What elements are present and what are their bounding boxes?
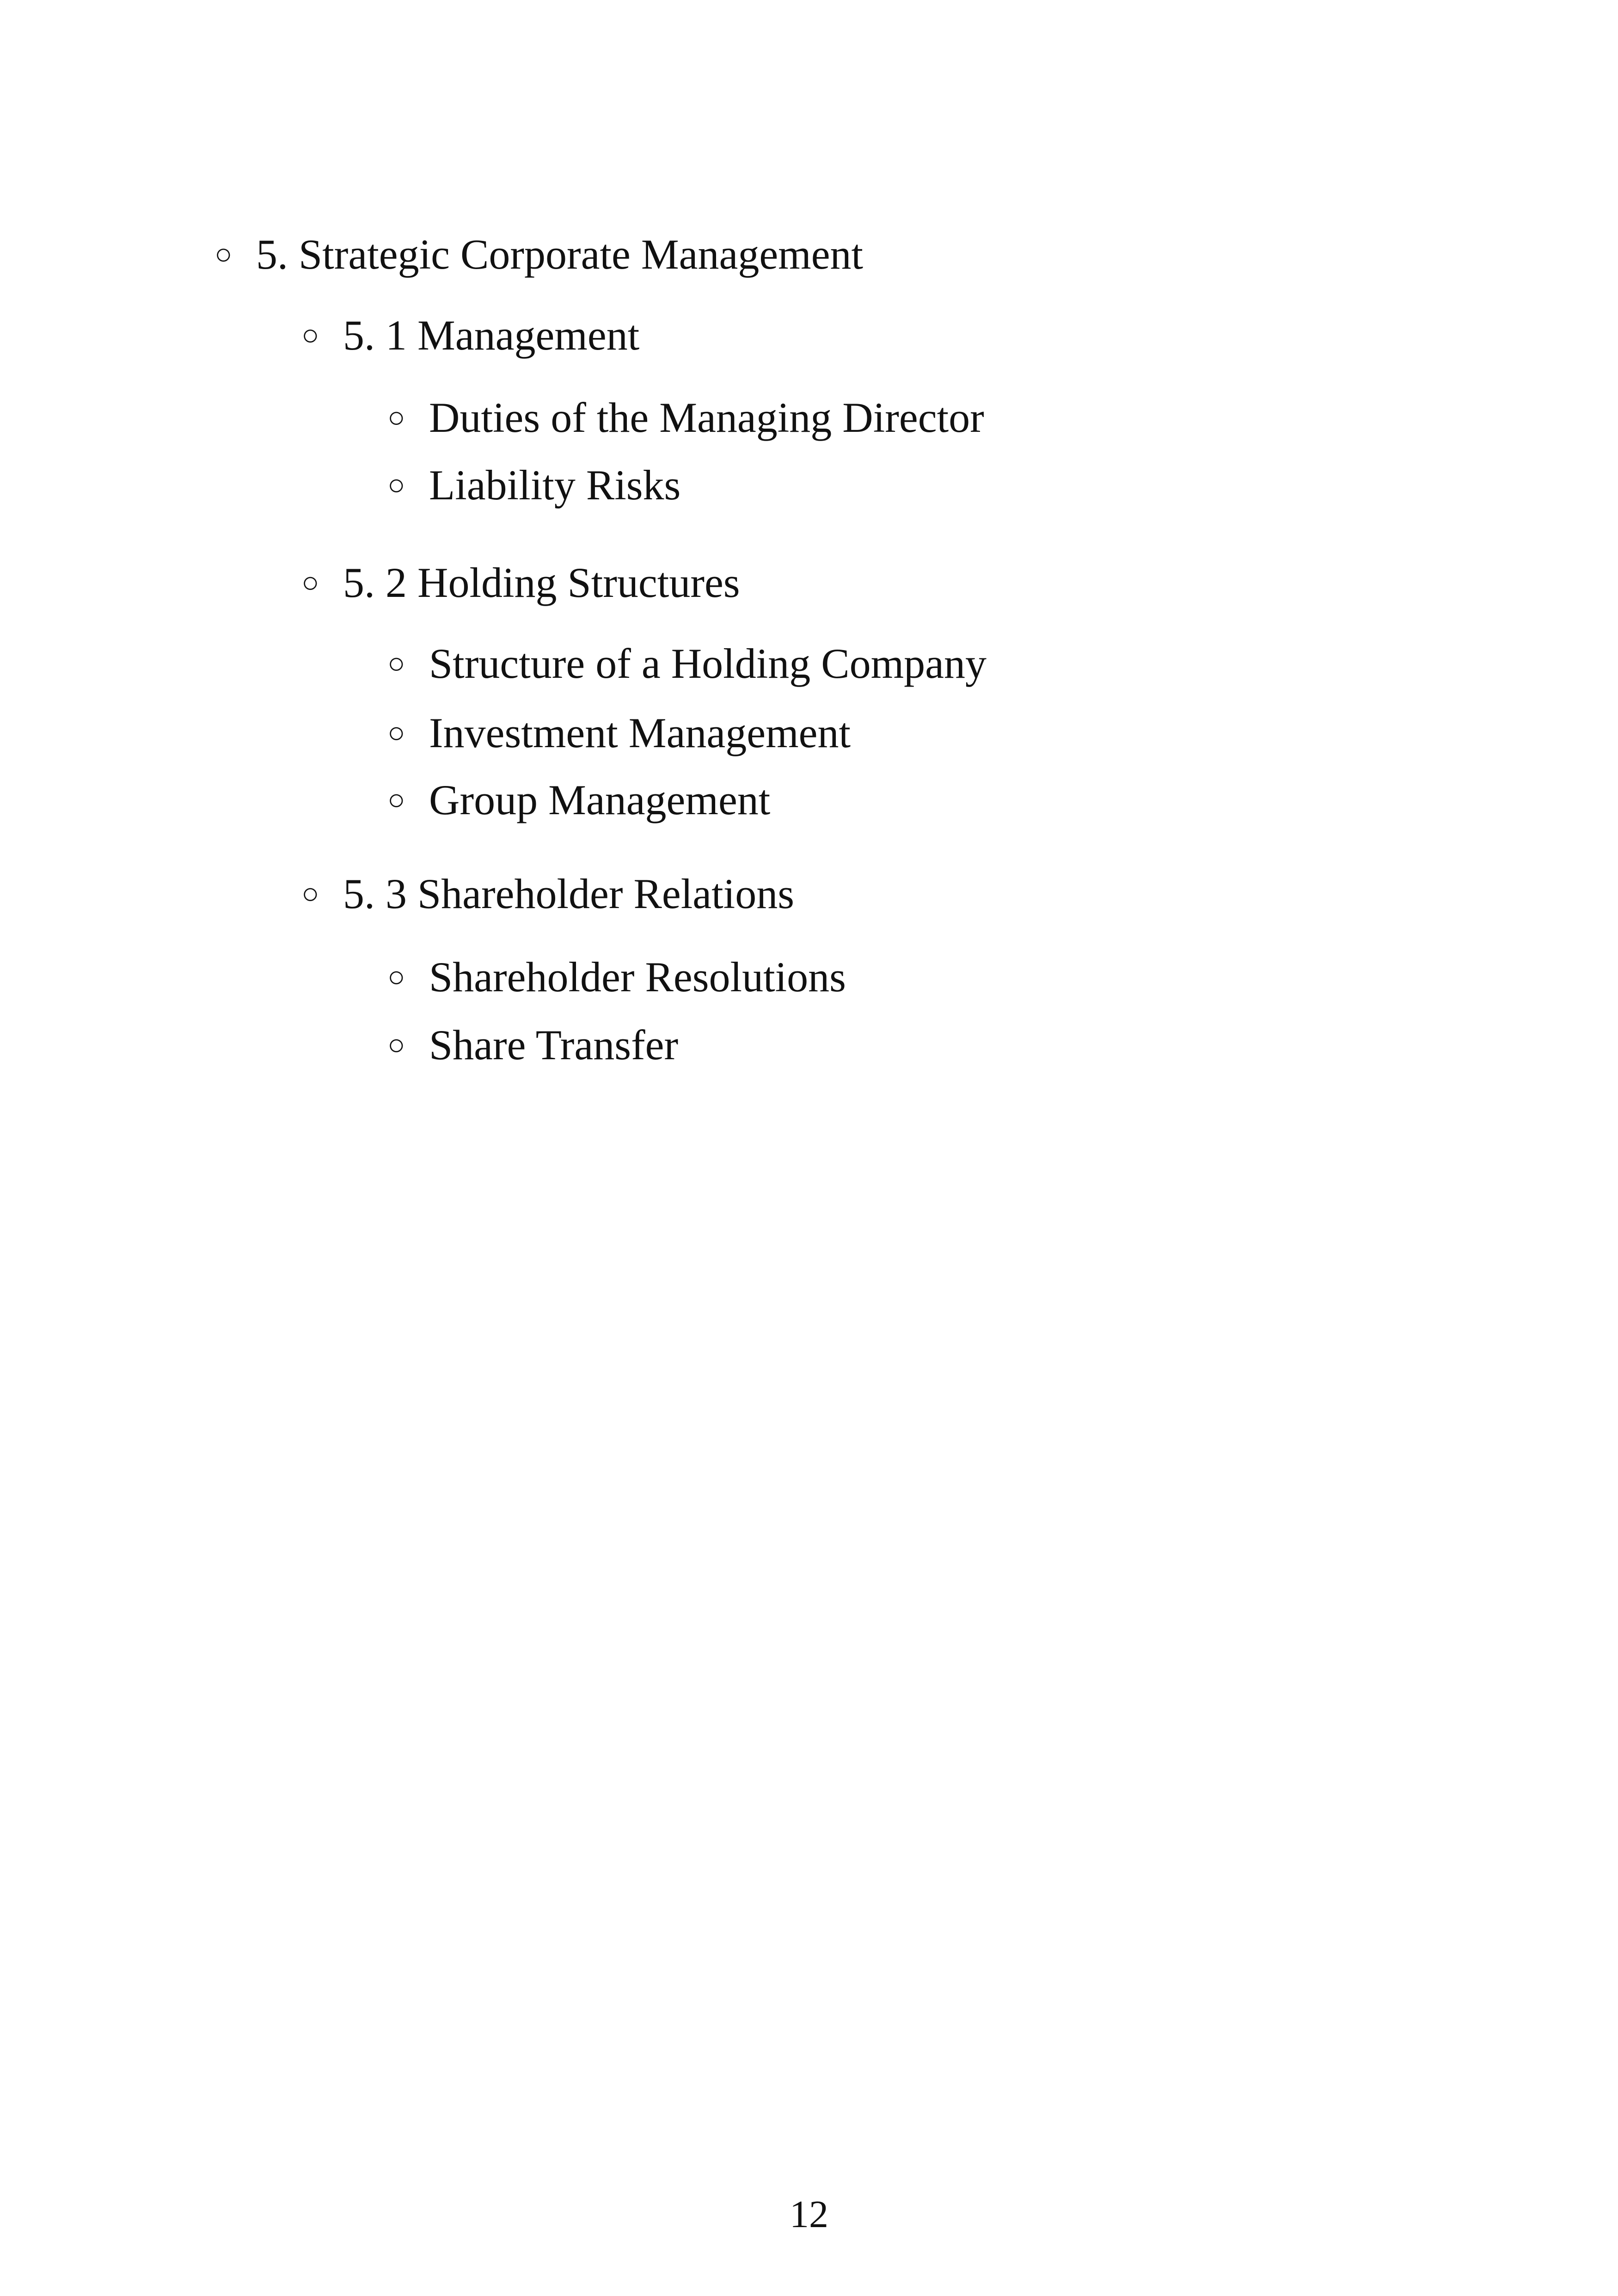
- circle-bullet-icon: ○: [387, 1028, 405, 1061]
- outline-subsection-5-3: [301, 868, 794, 919]
- outline-item: [387, 460, 680, 510]
- outline-section-5: [215, 229, 863, 280]
- circle-bullet-icon: ○: [301, 319, 319, 351]
- outline-item: [387, 952, 846, 1002]
- circle-bullet-icon: ○: [387, 468, 405, 501]
- outline-item: [387, 707, 851, 758]
- circle-bullet-icon: ○: [301, 566, 319, 599]
- outline-subsection-5-1: [301, 310, 639, 361]
- outline-item-label: Duties of the Managing Director: [429, 394, 984, 441]
- outline-item-label: Share Transfer: [429, 1021, 679, 1068]
- outline-item-label: Shareholder Resolutions: [429, 953, 846, 1001]
- outline-subsection-5-2: [301, 557, 740, 608]
- subsection-title: 5. 2 Holding Structures: [343, 559, 740, 606]
- outline-item-label: Structure of a Holding Company: [429, 640, 987, 687]
- circle-bullet-icon: ○: [387, 647, 405, 680]
- circle-bullet-icon: ○: [387, 401, 405, 434]
- circle-bullet-icon: ○: [387, 716, 405, 749]
- circle-bullet-icon: ○: [301, 877, 319, 910]
- outline-item-label: Group Management: [429, 776, 771, 823]
- outline-item: [387, 638, 987, 689]
- page-number: 12: [790, 2193, 828, 2236]
- outline-item-label: Investment Management: [429, 709, 851, 756]
- subsection-title: 5. 3 Shareholder Relations: [343, 870, 795, 917]
- outline-item: [387, 774, 770, 825]
- subsection-title: 5. 1 Management: [343, 312, 640, 359]
- circle-bullet-icon: ○: [387, 960, 405, 993]
- outline-item: [387, 392, 984, 443]
- section-title: 5. Strategic Corporate Management: [256, 231, 864, 278]
- circle-bullet-icon: ○: [215, 238, 233, 270]
- circle-bullet-icon: ○: [387, 783, 405, 816]
- outline-item-label: Liability Risks: [429, 461, 681, 509]
- outline-item: [387, 1019, 678, 1070]
